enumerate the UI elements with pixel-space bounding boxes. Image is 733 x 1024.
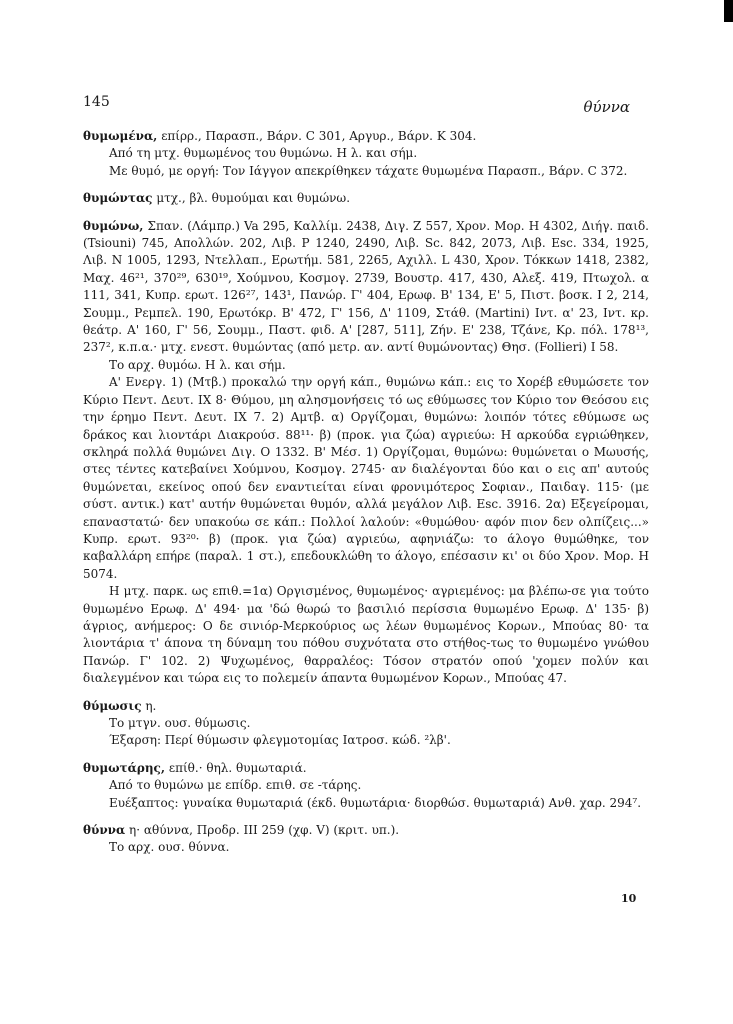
lemma: θύμωσις [83,698,142,713]
source-line: επίρρ., Παρασπ., Βάρν. C 301, Αργυρ., Βάρν. Κ 304. [161,129,477,143]
citations: Σπαν. (Λάμπρ.) Va 295, Καλλίμ. 2438, Διγ. Ζ 557, Χρον. Μορ. Η 4302, Διήγ. παιδ. (Tsiouni) 745, Απολλών. 202, Λιβ. P 1240, 2490, Λιβ. Sc. 842, 2073, Λιβ. Esc. 334, 1925, Λιβ. Ν 1005, 1293, Ντελλαπ., Ερωτήμ. 581, 2265, Αχιλλ. L 430, Χρον. Τόκκων 1418, 2382, Μαχ. 46²¹, 370²⁹, 630¹⁹, Χούμνου, Κοσμογ. 2739, Βουστρ. 417, 430, Αλεξ. 419, Πτωχολ. α 111, 341, Κυπρ. ερωτ. 126²⁷, 143¹, Πανώρ. Γ' 404, Ερωφ. Β' 134, Ε' 5, Πιστ. βοσκ. Ι 2, 214, Σουμμ., Ρεμπελ. 190, Ερωτόκρ. Β' 472, Γ' 156, Δ' 1109, Στάθ. (Martini) Ιντ. α' 23, Ιντ. κρ. θεάτρ. Α' 160, Γ' 56, Σουμμ., Παστ. φιδ. Α' [287, 511], Ζήν. Ε' 238, Τζάνε, Κρ. πόλ. 178¹³, 237², κ.π.α.· μτχ. ενεστ. θυμώντας (από μετρ. αν. αντί θυμώνοντας) Θησ. (Follieri) Ι 58. [83,218,649,355]
entry-thymono [83,218,649,688]
running-head: θύννα [583,98,630,116]
etymology: Το αρχ. θυμόω. Η λ. και σήμ. [109,357,286,372]
entry-thymomena [83,128,649,180]
etymology: Το μτγν. ουσ. θύμωσις. [109,716,251,730]
definition: Έξαρση: Περί θύμωσιν φλεγμοτομίας Ιατροσ. κώδ. ²λβ'. [109,733,451,748]
gender: η. [145,698,157,713]
entry-thynna [83,822,649,857]
entry-thymosis [83,698,649,750]
lemma: θυμώνω, [83,218,144,233]
variants: η· αθύννα, Προδρ. ΙΙΙ 259 (χφ. V) (κριτ. υπ.). [129,823,400,838]
cross-reference: μτχ., βλ. θυμούμαι και θυμώνω. [156,191,351,206]
grammar: επίθ.· θηλ. θυμωταριά. [168,760,307,775]
page-number: 145 [83,94,110,110]
lemma: θύννα [83,823,126,838]
definition: Με θυμό, με οργή: Τον Ιάγγον απεκρίθηκεν τάχατε θυμωμένα Παρασπ., Βάρν. C 372. [109,163,628,178]
lemma: θυμωμένα, [83,129,158,143]
etymology: Το αρχ. ουσ. θύννα. [109,840,230,855]
folio-number: 10 [621,892,637,905]
entry-thymontas [83,190,649,207]
dictionary-body [83,128,649,857]
senses: Α' Ενεργ. 1) (Μτβ.) προκαλώ την οργή κάπ., θυμώνω κάπ.: εις το Χορέβ εθυμώσετε τον Κύριο Πεντ. Δευτ. ΙΧ 8· Θύμου, μη αλησμονήσεις τό ως εθύμωσες τον Κύριο τον Θεόσου εις την έρημο Πεντ. Δευτ. ΙΧ 7. 2) Αμτβ. α) Οργίζομαι, θυμώνω: λοιπόν τότες εθύμωσε ως δράκος και λιοντάρι Διακρούσ. 88¹¹· β) (προκ. για ζώα) αγριεύω: Η αρκούδα εγριώθηκεν, σκληρά πολλά θυμώνει Διγ. Ο 1332. Β' Μέσ. 1) Οργίζομαι, θυμώνω: θυμώνεται ο Μωυσής, στες τέντες κατεβαίνει Χούμνου, Κοσμογ. 2745· αν διαλέγονται δύο και ο εις απ' αυτούς θυμώνεται, εκείνος οπού δεν εναντιείται είναι φρονιμότερος Σοφιαν., Παιδαγ. 115· (με σύστ. αντικ.) κατ' αυτήν θυμώνεται θυμόν, αλλά μεγάλον Λιβ. Esc. 3916. 2α) Εξεγείρομαι, επαναστατώ· δεν υπακούω σε κάπ.: Πολλοί λαλούν: «θυμώθου· αφόν πιον δεν ολπίζεις...» Κυπρ. ερωτ. 93²⁰· β) (προκ. για ζώα) αγριεύω, αφηνιάζω: το άλογο θυμώθηκε, τον καβαλλάρη επήρε (παραλ. 1 στ.), επεδουκλώθη το άλογο, επέσασιν κι' οι δύο Χρον. Μορ. Η 5074. [83,375,649,581]
etymology: Από τη μτχ. θυμωμένος του θυμώνω. Η λ. και σήμ. [109,146,418,161]
participle-senses: Η μτχ. παρκ. ως επιθ.=1α) Οργισμένος, θυμωμένος· αγριεμένος: μα βλέπω-σε για τούτο θυμωμένο Ερωφ. Δ' 494· μα 'δώ θωρώ το βασιλιό περίσσια θυμωμένο Ερωφ. Δ' 135· β) άγριος, ανήμερος: Ο δε σινιόρ-Μερκούριος ως λέων θυμωμένος Κορων., Μπούας 80· τα λιοντάρια τ' άπονα τη δύναμη του πόθου συχνότατα στο στήθος-τως το θυμωμένο γνώθου Πανώρ. Γ' 102. 2) Ψυχωμένος, θαρραλέος: Τόσον στρατόν οπού 'χομεν πολύν και διαλεγμένον και τώρα εις το πολεμείν άπαντα θυμωμένον Κορων., Μπούας 47. [83,584,649,686]
entry-thymotaris [83,760,649,812]
lemma: θυμωτάρης, [83,760,166,775]
definition: Ευέξαπτος: γυναίκα θυμωταριά (έκδ. θυμωτάρια· διορθώσ. θυμωταριά) Ανθ. χαρ. 294⁷. [109,795,642,810]
scan-edge [724,0,733,22]
lemma: θυμώντας [83,191,153,206]
etymology: Από το θυμώνω με επίδρ. επιθ. σε -τάρης. [109,778,362,793]
